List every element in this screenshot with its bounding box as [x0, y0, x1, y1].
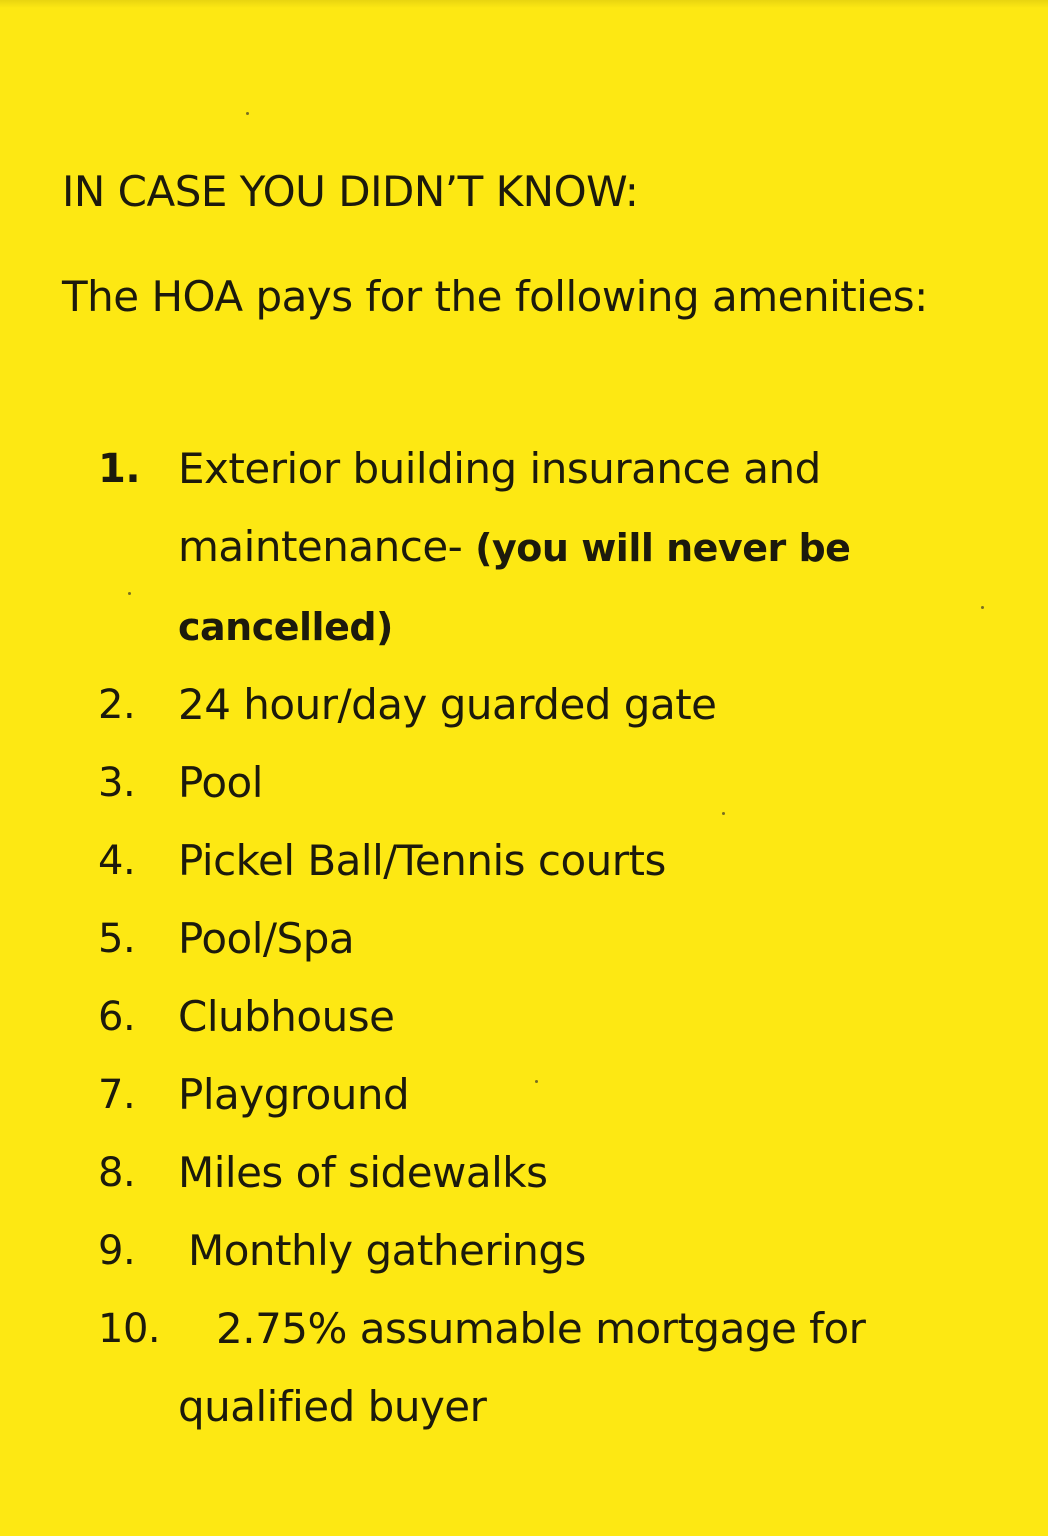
- item-number: 8.: [98, 1150, 136, 1196]
- list-item: [98, 1290, 1033, 1446]
- flyer-heading: IN CASE YOU DIDN’T KNOW:: [62, 167, 639, 216]
- paper-speck: [246, 112, 249, 115]
- list-item: [98, 430, 1033, 666]
- item-text: Monthly gatherings: [188, 1226, 586, 1275]
- paper-speck: [535, 1080, 538, 1083]
- item-text: Playground: [178, 1070, 410, 1119]
- item-text: Clubhouse: [178, 992, 395, 1041]
- list-item: [98, 900, 1033, 978]
- list-item: [98, 666, 1033, 744]
- item-emphasis: (you will never be cancelled): [178, 526, 851, 649]
- list-item: [98, 1134, 1033, 1212]
- item-number: 10.: [98, 1306, 161, 1352]
- list-item: [98, 978, 1033, 1056]
- paper-speck: [128, 592, 131, 595]
- paper-speck: [722, 812, 725, 815]
- item-number: 2.: [98, 682, 136, 728]
- item-text: Miles of sidewalks: [178, 1148, 548, 1197]
- list-item: [98, 1056, 1033, 1134]
- amenities-list: [98, 430, 1033, 1446]
- item-text: Pool: [178, 758, 263, 807]
- item-number: 6.: [98, 994, 136, 1040]
- item-text: Pool/Spa: [178, 914, 355, 963]
- item-number: 9.: [98, 1228, 136, 1274]
- paper-top-edge: [0, 0, 1048, 8]
- item-number: 1.: [98, 446, 141, 492]
- item-text: 24 hour/day guarded gate: [178, 680, 717, 729]
- item-number: 4.: [98, 838, 136, 884]
- list-item: [98, 1212, 1033, 1290]
- item-number: 3.: [98, 760, 136, 806]
- paper-speck: [981, 606, 984, 609]
- item-number: 7.: [98, 1072, 136, 1118]
- list-item: [98, 744, 1033, 822]
- intro-text: The HOA pays for the following amenities:: [62, 272, 928, 321]
- item-text: Exterior building insurance and maintenance-: [178, 444, 821, 571]
- item-number: 5.: [98, 916, 136, 962]
- item-text: Pickel Ball/Tennis courts: [178, 836, 666, 885]
- item-text: 2.75% assumable mortgage for qualified buyer: [178, 1304, 866, 1431]
- list-item: [98, 822, 1033, 900]
